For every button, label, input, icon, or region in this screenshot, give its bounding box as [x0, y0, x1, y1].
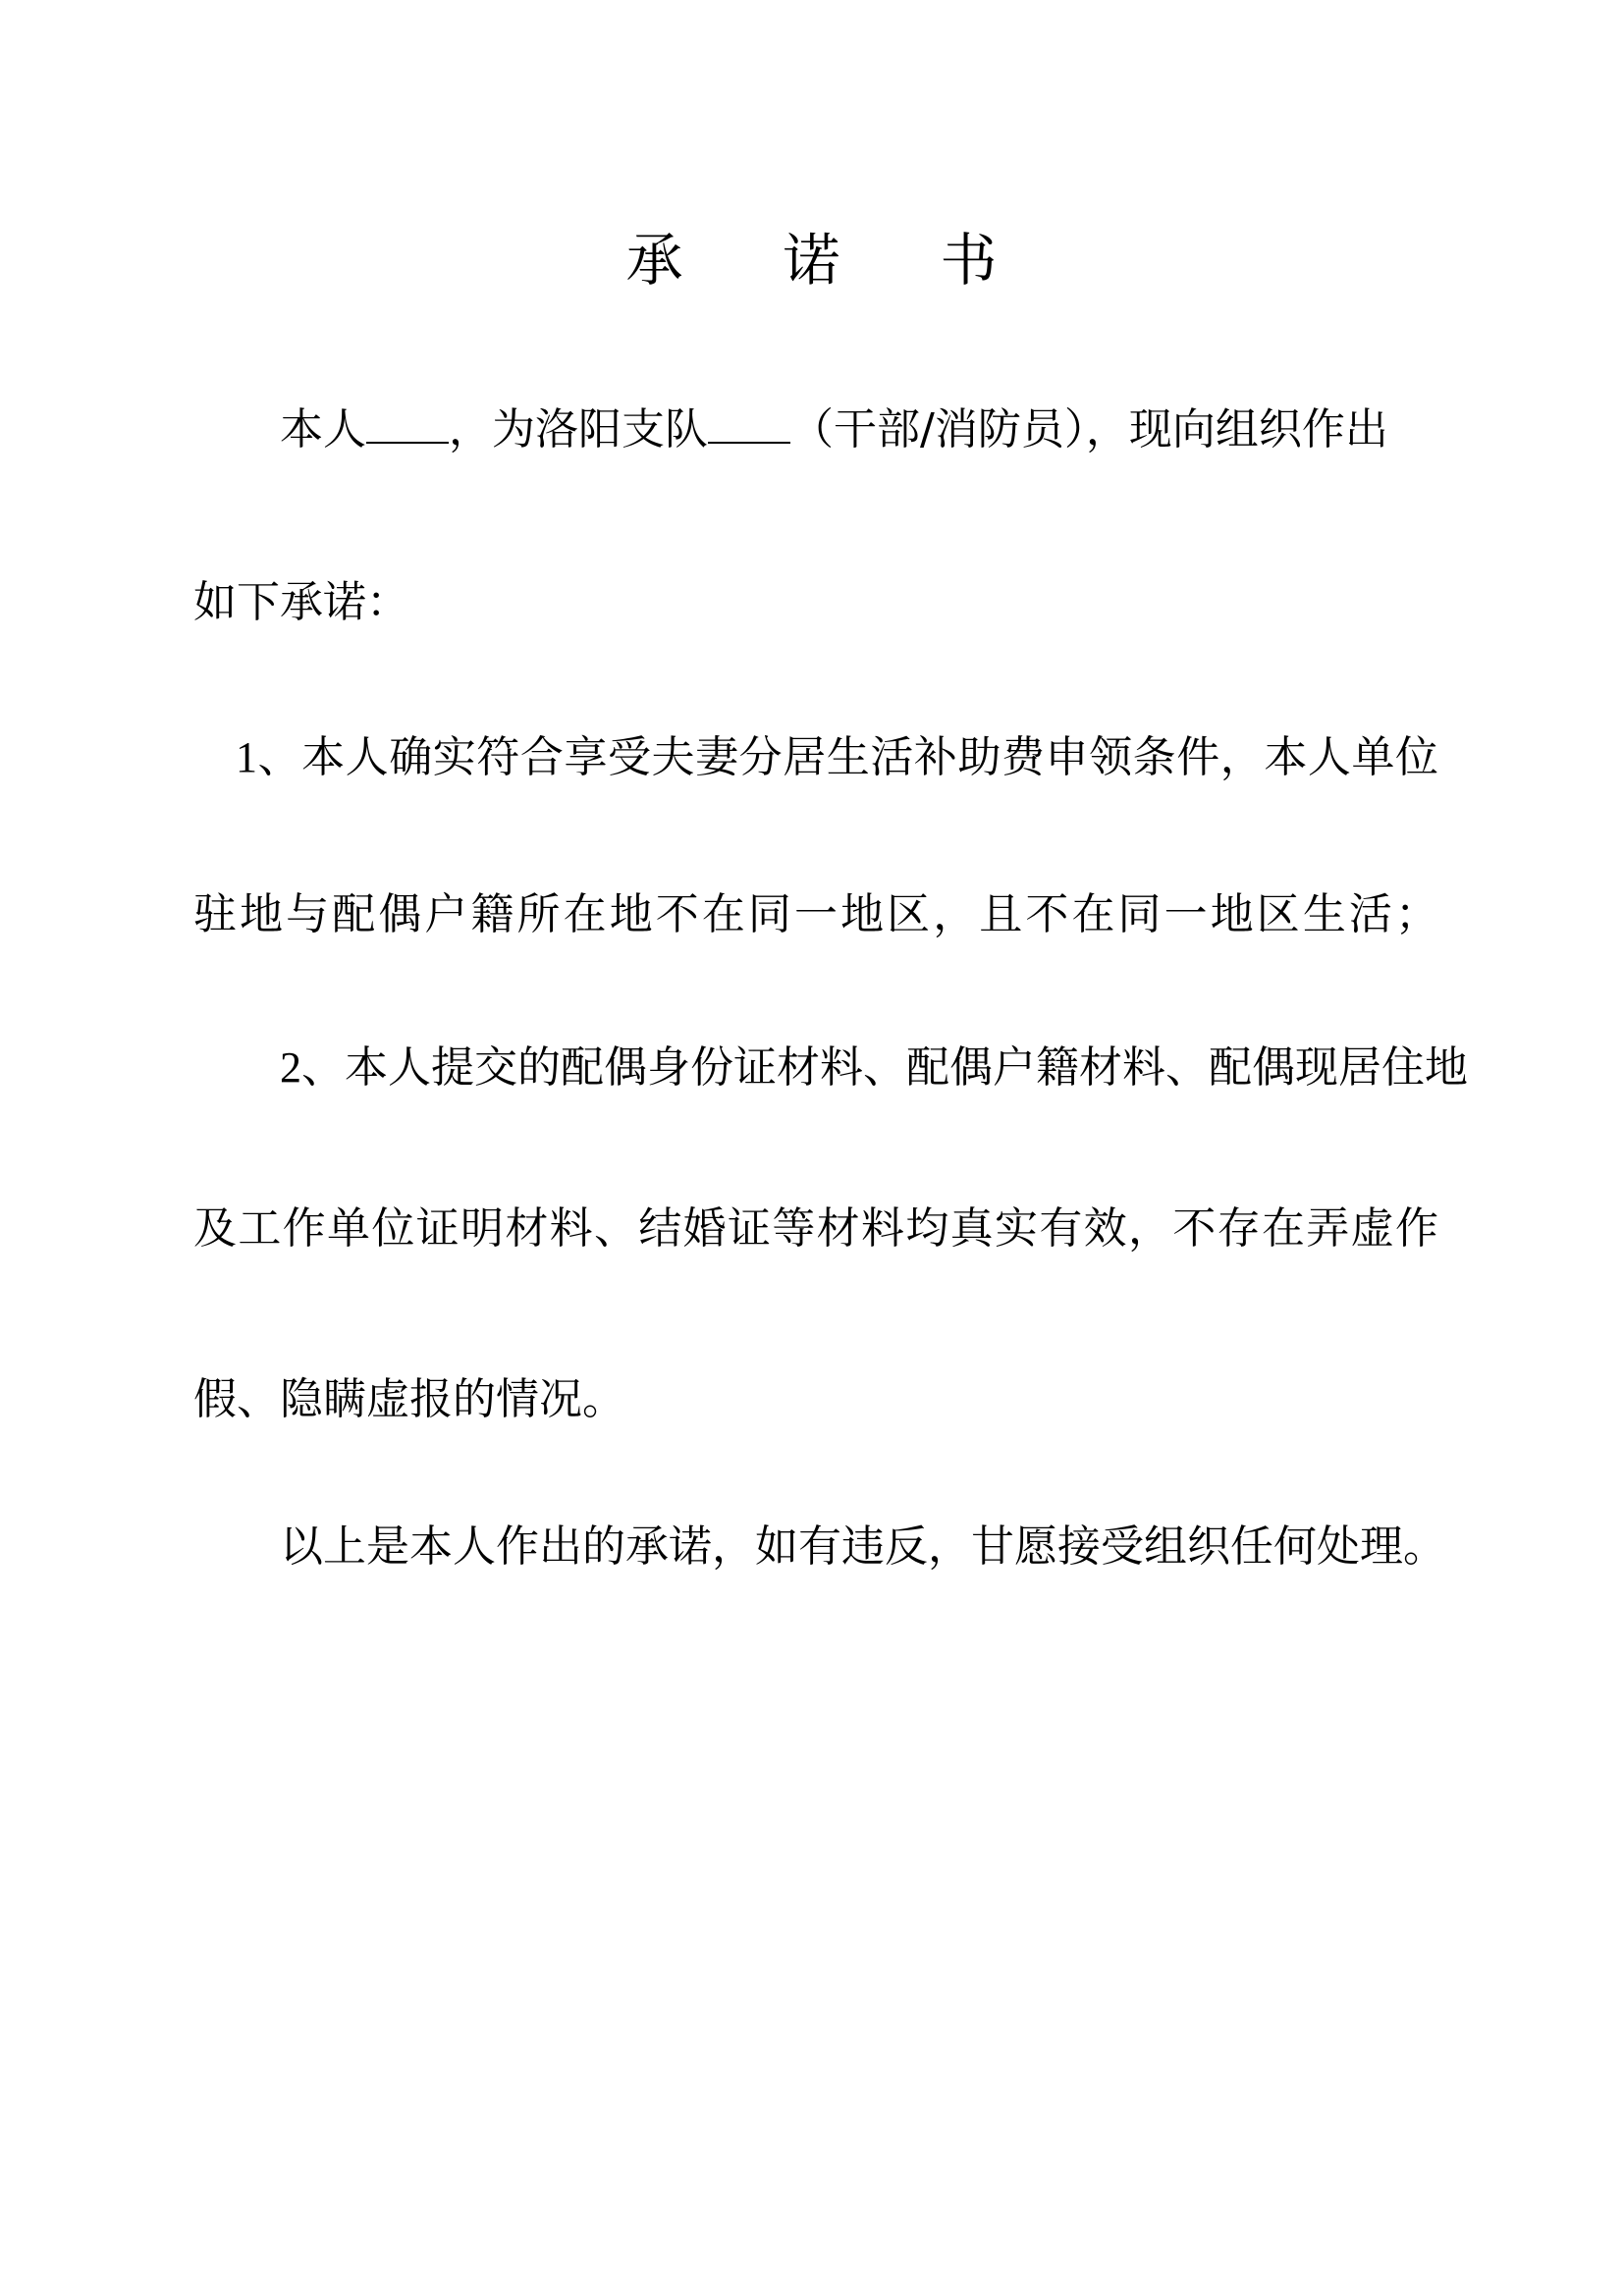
closing-statement: 以上是本人作出的承诺，如有违反，甘愿接受组织任何处理。 [280, 1522, 1446, 1572]
item-1-text: 、本人确实符合享受夫妻分居生活补助费申领条件，本人单位 [257, 732, 1438, 782]
item-1-line-2: 驻地与配偶户籍所在地不在同一地区，且不在同一地区生活； [193, 889, 1438, 939]
intro-line-1 [280, 400, 1438, 459]
document-title: 承 诺 书 [625, 227, 1039, 294]
intro-text-end: （干部/消防员），现向组织作出 [790, 404, 1388, 454]
item-1-line-1 [236, 728, 1438, 787]
item-2-line-1 [280, 1039, 1468, 1097]
item-2-number: 2 [280, 1043, 301, 1092]
intro-text-start: 本人 [280, 404, 366, 454]
item-2-text: 、本人提交的配偶身份证材料、配偶户籍材料、配偶现居住地 [301, 1042, 1468, 1093]
name-blank[interactable] [366, 408, 449, 444]
item-2-line-2: 及工作单位证明材料、结婚证等材料均真实有效，不存在弄虚作 [193, 1203, 1438, 1254]
intro-line-2: 如下承诺： [193, 577, 409, 627]
item-2-line-3: 假、隐瞒虚报的情况。 [193, 1374, 625, 1424]
intro-text-middle: ，为洛阳支队 [449, 404, 708, 454]
unit-blank[interactable] [708, 408, 790, 444]
item-1-number: 1 [236, 733, 257, 781]
